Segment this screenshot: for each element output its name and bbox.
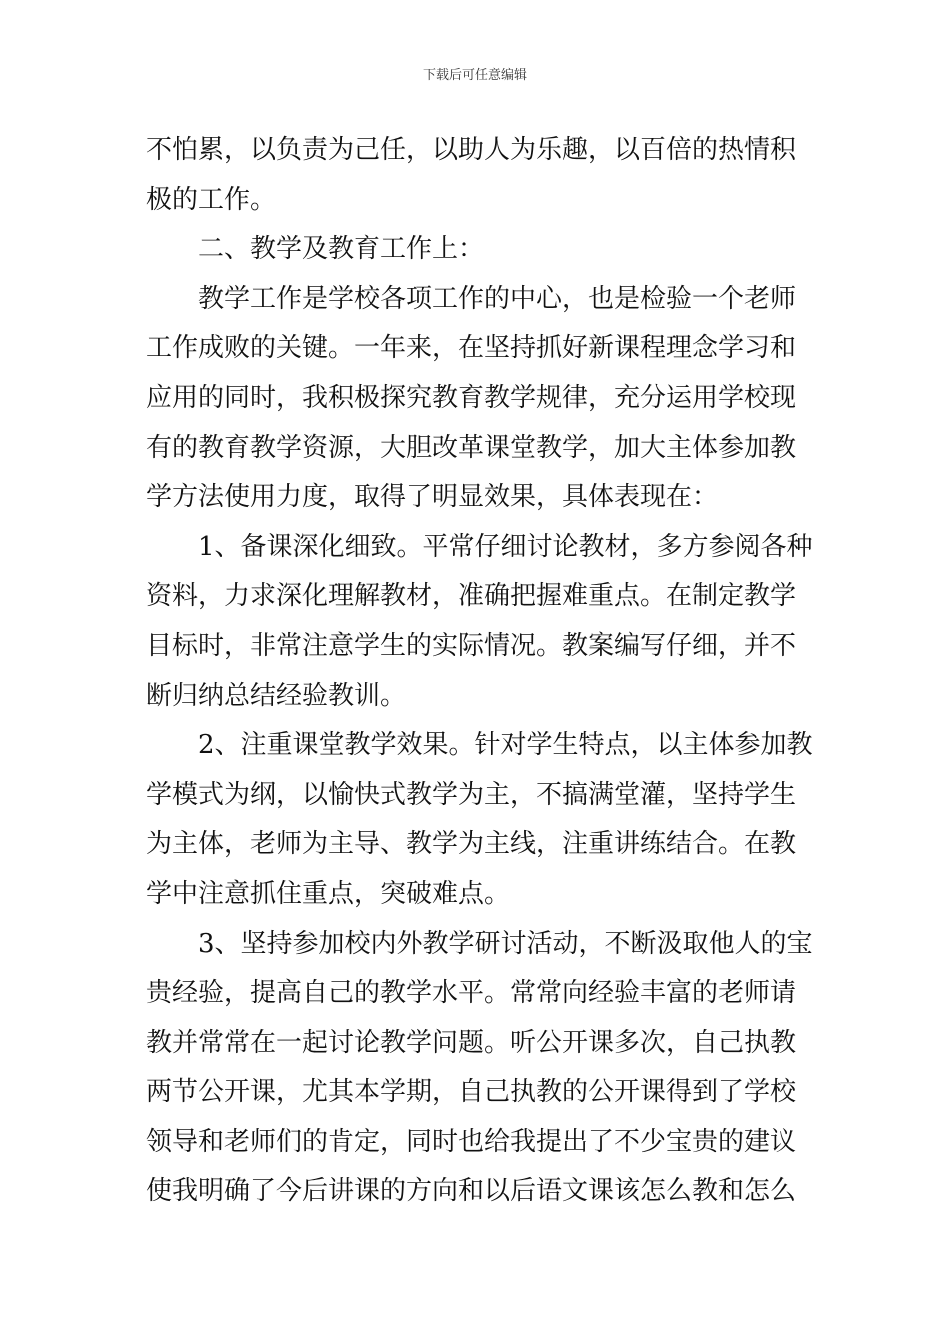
- text-line: 使我明确了今后讲课的方向和以后语文课该怎么教和怎么: [146, 1176, 797, 1207]
- text-line: 3、坚持参加校内外教学研讨活动，不断汲取他人的宝: [198, 928, 813, 959]
- text-line: 教并常常在一起讨论教学问题。听公开课多次，自己执教: [146, 1027, 797, 1058]
- text-line: 两节公开课，尤其本学期，自己执教的公开课得到了学校: [146, 1077, 797, 1108]
- text-line: 为主体，老师为主导、教学为主线，注重讲练结合。在教: [146, 829, 797, 860]
- text-line: 断归纳总结经验教训。: [146, 680, 407, 711]
- text-line: 工作成败的关键。一年来，在坚持抓好新课程理念学习和: [146, 333, 797, 364]
- text-line: 不怕累，以负责为己任，以助人为乐趣，以百倍的热情积: [146, 135, 797, 165]
- section-heading: 二、教学及教育工作上：: [198, 234, 485, 265]
- body-text: [146, 126, 813, 1217]
- text-line: 应用的同时，我积极探究教育教学规律，充分运用学校现: [146, 382, 797, 413]
- text-line: 学模式为纲，以愉快式教学为主，不搞满堂灌，坚持学生: [146, 779, 797, 810]
- text-line: 有的教育教学资源，大胆改革课堂教学，加大主体参加教: [146, 432, 797, 463]
- text-line: 1、备课深化细致。平常仔细讨论教材，多方参阅各种: [198, 531, 813, 562]
- text-line: 目标时，非常注意学生的实际情况。教案编写仔细，并不: [146, 630, 797, 661]
- text-line: 2、注重课堂教学效果。针对学生特点，以主体参加教: [198, 730, 813, 761]
- header-note: 下载后可任意编辑: [422, 68, 527, 83]
- text-line: 学方法使用力度，取得了明显效果，具体表现在：: [146, 482, 719, 513]
- text-line: 教学工作是学校各项工作的中心，也是检验一个老师: [198, 283, 797, 314]
- text-line: 资料，力求深化理解教材，准确把握难重点。在制定教学: [146, 581, 797, 612]
- text-line: 领导和老师们的肯定，同时也给我提出了不少宝贵的建议: [146, 1126, 797, 1157]
- text-line: 极的工作。: [146, 184, 277, 215]
- text-line: 学中注意抓住重点，突破难点。: [146, 878, 511, 909]
- text-line: 贵经验，提高自己的教学水平。常常向经验丰富的老师请: [146, 978, 797, 1009]
